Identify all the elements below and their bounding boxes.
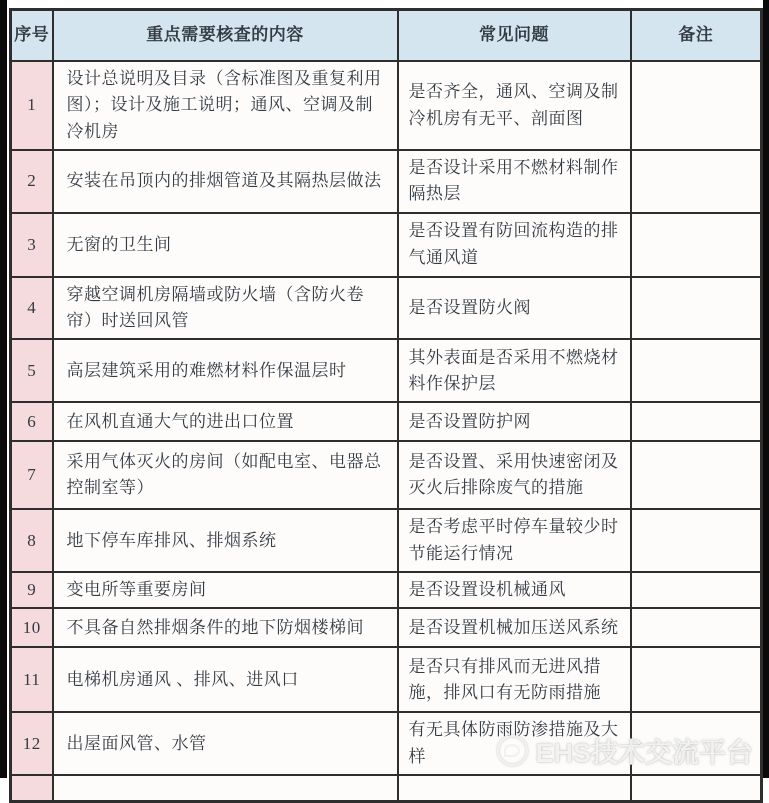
row-number-cell: 2 [11, 150, 53, 213]
watermark-text: EHS技术交流平台 [535, 738, 753, 768]
row-number-cell: 5 [11, 339, 53, 402]
hvac-review-checklist-table [9, 8, 763, 803]
table-row [11, 277, 762, 340]
problem-cell: 是否只有排风而无进风措施，排风口有无防雨措施 [398, 647, 631, 712]
remark-cell [631, 775, 762, 801]
header-cell-remark: 备注 [631, 10, 762, 62]
header-row [11, 10, 762, 62]
row-number-cell: 11 [11, 647, 53, 712]
content-cell [53, 775, 398, 801]
right-edge-bar [763, 0, 769, 778]
problem-cell: 是否考虑平时停车量较少时节能运行情况 [398, 509, 631, 572]
problem-cell: 是否设置设机械通风 [398, 572, 631, 608]
remark-cell [631, 572, 762, 608]
row-number-cell: 1 [11, 61, 53, 150]
remark-cell [631, 339, 762, 402]
row-number-cell: 10 [11, 608, 53, 647]
header-cell-no: 序号 [11, 10, 53, 62]
problem-cell: 是否齐全，通风、空调及制冷机房有无平、剖面图 [398, 61, 631, 150]
content-cell: 出屋面风管、水管 [53, 712, 398, 775]
problem-cell: 有无具体防雨防渗措施及大样 [398, 712, 631, 775]
problem-cell: 是否设置防护网 [398, 402, 631, 441]
content-cell: 变电所等重要房间 [53, 572, 398, 608]
left-edge-bar [0, 0, 7, 778]
remark-cell [631, 647, 762, 712]
content-cell: 安装在吊顶内的排烟管道及其隔热层做法 [53, 150, 398, 213]
content-cell: 穿越空调机房隔墙或防火墙（含防火卷帘）时送回风管 [53, 277, 398, 340]
content-cell: 地下停车库排风、排烟系统 [53, 509, 398, 572]
remark-cell [631, 402, 762, 441]
table-row-cutoff [11, 775, 762, 801]
row-number-cell: 8 [11, 509, 53, 572]
header-cell-content: 重点需要核查的内容 [53, 10, 398, 62]
remark-cell [631, 61, 762, 150]
content-cell: 在风机直通大气的进出口位置 [53, 402, 398, 441]
remark-cell [631, 150, 762, 213]
content-cell: 设计总说明及目录（含标准图及重复利用图）；设计及施工说明；通风、空调及制冷机房 [53, 61, 398, 150]
remark-cell [631, 608, 762, 647]
row-number-cell: 9 [11, 572, 53, 608]
row-number-cell: 3 [11, 213, 53, 277]
checklist-sheet [9, 8, 760, 803]
row-number-cell: 6 [11, 402, 53, 441]
remark-cell [631, 509, 762, 572]
content-cell: 不具备自然排烟条件的地下防烟楼梯间 [53, 608, 398, 647]
content-cell: 电梯机房通风 、排风、进风口 [53, 647, 398, 712]
table-row [11, 402, 762, 441]
problem-cell: 是否设置防火阀 [398, 277, 631, 340]
table-row [11, 647, 762, 712]
content-cell: 高层建筑采用的难燃材料作保温层时 [53, 339, 398, 402]
content-cell: 采用气体灭火的房间（如配电室、电器总控制室等） [53, 441, 398, 509]
row-number-cell: 7 [11, 441, 53, 509]
problem-cell: 是否设置、采用快速密闭及灭火后排除废气的措施 [398, 441, 631, 509]
table-row [11, 150, 762, 213]
problem-cell: 是否设置机械加压送风系统 [398, 608, 631, 647]
row-number-cell [11, 775, 53, 801]
remark-cell [631, 441, 762, 509]
problem-cell: 是否设置有防回流构造的排气通风道 [398, 213, 631, 277]
table-body [11, 61, 762, 801]
content-cell: 无窗的卫生间 [53, 213, 398, 277]
remark-cell [631, 213, 762, 277]
table-row [11, 608, 762, 647]
table-row [11, 712, 762, 775]
table-row [11, 61, 762, 150]
header-cell-problem: 常见问题 [398, 10, 631, 62]
table-row [11, 213, 762, 277]
table-row [11, 572, 762, 608]
problem-cell: 是否设计采用不燃材料制作隔热层 [398, 150, 631, 213]
problem-cell: 其外表面是否采用不燃烧材料作保护层 [398, 339, 631, 402]
remark-cell [631, 712, 762, 775]
table-row [11, 509, 762, 572]
row-number-cell: 12 [11, 712, 53, 775]
remark-cell [631, 277, 762, 340]
table-row [11, 441, 762, 509]
table-row [11, 339, 762, 402]
row-number-cell: 4 [11, 277, 53, 340]
problem-cell [398, 775, 631, 801]
